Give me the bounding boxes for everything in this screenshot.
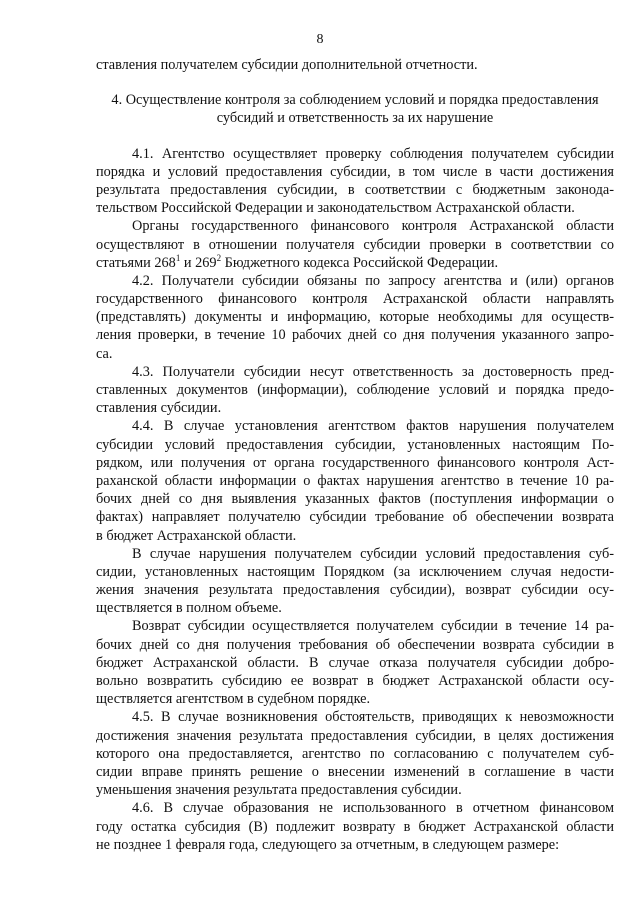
paragraph-4-1-line: результата предоставления субсидии, в соответствии с бюджетным законода-	[96, 181, 614, 198]
article-269-text: и 269	[180, 254, 217, 271]
paragraph-4-6-line: не позднее 1 февраля года, следующего за отчетным, в следующем размере:	[96, 836, 560, 853]
article-268-text: статьями 268	[96, 254, 176, 271]
paragraph-return-line: бюджет Астраханской области. В случае отказа получателя субсидии добро-	[96, 654, 614, 671]
paragraph-4-2-line: (представлять) документы и информацию, которые необходимы для осуществ-	[96, 309, 614, 326]
paragraph-4-4-line: в бюджет Астраханской области.	[96, 527, 297, 544]
paragraph-4-4-line: рядком, или получения от органа государственного финансового контроля Аст-	[96, 454, 614, 471]
paragraph-return-line: вольно возвратить субсидию ее возврат в бюджет Астраханской области осу-	[96, 673, 614, 689]
paragraph-return-line: бочих дней со дня получения требования об обеспечении возврата субсидии в	[96, 636, 614, 653]
document-body	[96, 56, 614, 854]
paragraph-4-3-line: ставления субсидии.	[96, 400, 222, 417]
section-heading-line: субсидий и ответственность за их нарушение	[216, 110, 494, 127]
paragraph-4-1-line: порядка и условий предоставления субсидии, в том числе в части достижения	[96, 163, 614, 180]
paragraph-4-5-line: сидии вправе принять решение о внесении изменений в соглашение в части	[96, 763, 614, 780]
paragraph-4-4-line: субсидии условий предоставления субсидии, установленных настоящим По-	[96, 436, 614, 453]
paragraph-4-3-line: ставленных документов (информации), соблюдение условий и порядка предо-	[96, 382, 614, 398]
paragraph-4-5-line: 4.5. В случае возникновения обстоятельств, приводящих к невозможности	[132, 709, 614, 726]
budget-code-text: Бюджетного кодекса Российской Федерации.	[221, 254, 499, 271]
paragraph-4-5-line: которого она предоставляется, агентство по согласованию с получателем суб-	[96, 745, 614, 762]
paragraph-control-organs-line: Органы государственного финансового контроля Астраханской области	[132, 218, 614, 235]
paragraph-return-line: ществляется агентством в судебном порядке.	[96, 691, 371, 708]
paragraph-4-6-line: 4.6. В случае образования не использованного в отчетном финансовом	[132, 800, 614, 817]
superscript-2: 2	[216, 252, 222, 263]
paragraph-4-4-line: 4.4. В случае установления агентством фактов нарушения получателем	[132, 418, 614, 435]
paragraph-4-1-line: тельством Российской Федерации и законодательством Астраханской области.	[96, 200, 575, 217]
paragraph-4-2-line: ления проверки, в течение 10 рабочих дней со дня получения указанного запро-	[96, 327, 614, 344]
paragraph-4-6-line: году остатка субсидия (В) подлежит возврату в бюджет Астраханской области	[96, 818, 614, 835]
paragraph-4-4-line: раханской области информации о фактах нарушения агентство в течение 10 ра-	[96, 472, 614, 489]
superscript-1: 1	[175, 252, 181, 263]
paragraph-4-4-line: фактах) направляет получателю субсидии требование об обеспечении возврата	[96, 509, 614, 526]
paragraph-4-2-line: 4.2. Получатели субсидии обязаны по запросу агентства и (или) органов	[132, 272, 614, 289]
paragraph-violation-line: сидии, установленных настоящим Порядком (за исключением случая недости-	[96, 563, 614, 580]
paragraph-4-5-line: достижения значения результата предоставления субсидии, в целях достижения	[96, 727, 614, 744]
section-heading-line: 4. Осуществление контроля за соблюдением условий и порядка предоставления	[111, 92, 599, 109]
text-line: ставления получателем субсидии дополнительной отчетности.	[96, 57, 478, 73]
paragraph-4-2-line: са.	[96, 345, 113, 362]
paragraph-4-3-line: 4.3. Получатели субсидии несут ответственность за достоверность пред-	[132, 363, 614, 380]
paragraph-control-organs-line: осуществляют в отношении получателя субсидии проверки в соответствии со	[96, 236, 614, 253]
paragraph-4-1-line: 4.1. Агентство осуществляет проверку соблюдения получателем субсидии	[132, 145, 614, 162]
paragraph-violation-line: В случае нарушения получателем субсидии условий предоставления суб-	[132, 545, 614, 562]
paragraph-return-line: Возврат субсидии осуществляется получателем субсидии в течение 14 ра-	[132, 618, 614, 635]
paragraph-control-organs-line	[96, 254, 614, 272]
paragraph-4-5-line: уменьшения значения результата предоставления субсидии.	[96, 782, 462, 799]
paragraph-4-2-line: государственного финансового контроля Астраханской области направлять	[96, 291, 614, 308]
paragraph-4-4-line: бочих дней со дня выявления указанных фактов (поступления информации о	[96, 491, 614, 508]
paragraph-violation-line: ществляется в полном объеме.	[96, 600, 282, 617]
page-number: 8	[316, 32, 324, 47]
paragraph-violation-line: жения значения результата предоставления субсидии), возврат субсидии осу-	[96, 582, 614, 599]
